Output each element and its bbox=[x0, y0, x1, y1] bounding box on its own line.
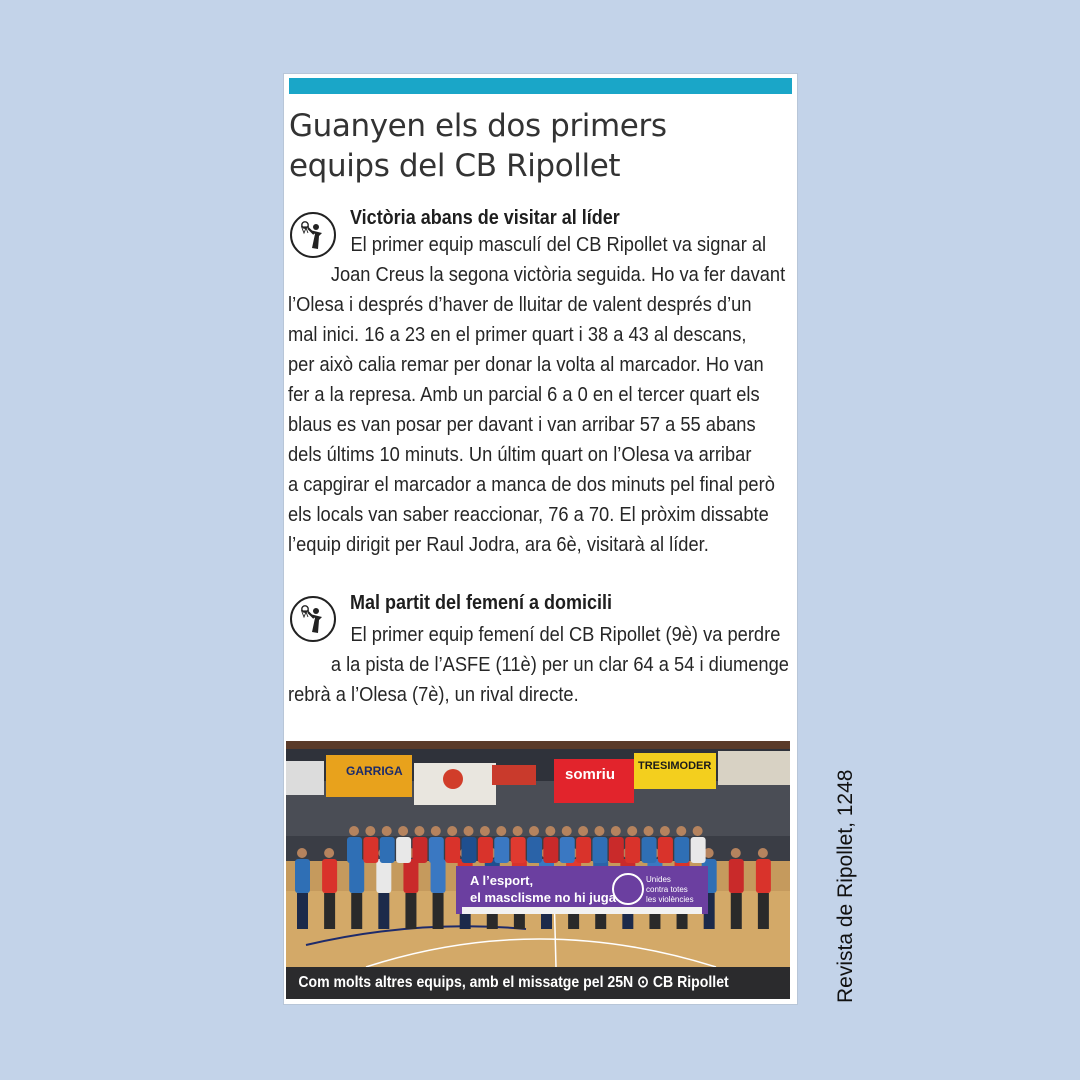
player-body bbox=[349, 859, 364, 893]
player-legs bbox=[297, 893, 308, 929]
player-head bbox=[693, 826, 703, 836]
player-body bbox=[445, 837, 460, 863]
player-body bbox=[609, 837, 624, 863]
player-body bbox=[729, 859, 744, 893]
body-line: per això calia remar per donar la volta al marcador. Ho van bbox=[288, 353, 764, 376]
headline bbox=[289, 106, 789, 186]
player-legs bbox=[324, 893, 335, 929]
player-body bbox=[674, 837, 689, 863]
player-body bbox=[376, 859, 391, 893]
player-head bbox=[349, 826, 359, 836]
photo-caption-text: Com molts altres equips, amb el missatge pel 25N ⊙ CB Ripollet bbox=[298, 974, 729, 991]
player-body bbox=[412, 837, 427, 863]
player-head bbox=[431, 826, 441, 836]
player-head bbox=[611, 826, 621, 836]
banner-text-line-1: A l’esport, bbox=[470, 873, 534, 888]
sponsor-garriga-text: GARRIGA bbox=[346, 764, 403, 778]
banner-right-line-1: Unides bbox=[646, 875, 671, 884]
player-legs bbox=[405, 893, 416, 929]
player-body bbox=[592, 837, 607, 863]
player-head bbox=[578, 826, 588, 836]
banner-right-line-2: contra totes bbox=[646, 885, 688, 894]
photo-caption bbox=[286, 967, 790, 999]
player-legs bbox=[378, 893, 389, 929]
player-legs bbox=[351, 893, 362, 929]
accent-bar bbox=[289, 78, 792, 94]
player-body bbox=[642, 837, 657, 863]
section-1-body bbox=[288, 230, 788, 560]
banner-text-line-2: el masclisme no hi juga bbox=[470, 890, 616, 905]
body-line: fer a la represa. Amb un parcial 6 a 0 en el tercer quart els bbox=[288, 383, 760, 406]
body-line: mal inici. 16 a 23 en el primer quart i 38 a 43 al descans, bbox=[288, 323, 747, 346]
player-body bbox=[295, 859, 310, 893]
player-head bbox=[594, 826, 604, 836]
player-head bbox=[660, 826, 670, 836]
player-head bbox=[398, 826, 408, 836]
body-line: a capgirar el marcador a manca de dos minuts pel final però bbox=[288, 473, 775, 496]
body-line: El primer equip femení del CB Ripollet (9è) va perdre bbox=[350, 623, 781, 646]
player-body bbox=[560, 837, 575, 863]
body-line: l’Olesa i després d’haver de lluitar de valent després d’un bbox=[288, 293, 752, 316]
player-head bbox=[545, 826, 555, 836]
sponsor-somriu-text: somriu bbox=[565, 766, 616, 783]
player-head bbox=[758, 848, 768, 858]
player-body bbox=[478, 837, 493, 863]
player-head bbox=[496, 826, 506, 836]
player-body bbox=[363, 837, 378, 863]
player-body bbox=[494, 837, 509, 863]
newspaper-clipping bbox=[284, 74, 797, 1004]
player-head bbox=[627, 826, 637, 836]
player-body bbox=[431, 859, 446, 893]
body-line: a la pista de l’ASFE (11è) per un clar 64 a 54 i diumenge bbox=[330, 653, 789, 676]
player-body bbox=[658, 837, 673, 863]
headline-line-1: Guanyen els dos primers bbox=[289, 108, 667, 144]
body-line: els locals van saber reaccionar, 76 a 70. El pròxim dissabte bbox=[288, 503, 769, 526]
banner-right-line-3: les violències bbox=[646, 895, 694, 904]
body-line: Joan Creus la segona victòria seguida. Ho va fer davant bbox=[330, 263, 786, 286]
section-2-title: Mal partit del femení a domicili bbox=[350, 592, 613, 614]
player-body bbox=[380, 837, 395, 863]
player-head bbox=[447, 826, 457, 836]
player-body bbox=[429, 837, 444, 863]
player-body bbox=[462, 837, 477, 863]
player-body bbox=[347, 837, 362, 863]
body-line: El primer equip masculí del CB Ripollet va signar al bbox=[350, 233, 767, 256]
player-body bbox=[543, 837, 558, 863]
player-head bbox=[513, 826, 523, 836]
body-line: rebrà a l’Olesa (7è), un rival directe. bbox=[288, 683, 579, 706]
source-credit: Revista de Ripollet, 1248 bbox=[834, 769, 857, 1003]
player-head bbox=[324, 848, 334, 858]
player-head bbox=[731, 848, 741, 858]
player-body bbox=[396, 837, 411, 863]
body-line: l’equip dirigit per Raul Jodra, ara 6è, visitarà al líder. bbox=[288, 533, 709, 556]
player-body bbox=[756, 859, 771, 893]
player-body bbox=[576, 837, 591, 863]
player-legs bbox=[433, 893, 444, 929]
player-head bbox=[464, 826, 474, 836]
player-body bbox=[691, 837, 706, 863]
player-head bbox=[480, 826, 490, 836]
player-head bbox=[365, 826, 375, 836]
team-photo bbox=[286, 741, 790, 967]
player-head bbox=[676, 826, 686, 836]
player-head bbox=[414, 826, 424, 836]
player-head bbox=[529, 826, 539, 836]
player-head bbox=[382, 826, 392, 836]
player-legs bbox=[758, 893, 769, 929]
sponsor-tresimoder-text: TRESIMODER bbox=[638, 760, 712, 772]
player-legs bbox=[731, 893, 742, 929]
player-body bbox=[625, 837, 640, 863]
player-head bbox=[562, 826, 572, 836]
section-1-title: Victòria abans de visitar al líder bbox=[350, 207, 620, 229]
section-2-body bbox=[288, 620, 788, 710]
body-line: dels últims 10 minuts. Un últim quart on l’Olesa va arribar bbox=[288, 443, 752, 466]
headline-line-2: equips del CB Ripollet bbox=[289, 148, 621, 184]
player-body bbox=[527, 837, 542, 863]
player-body bbox=[511, 837, 526, 863]
player-body bbox=[322, 859, 337, 893]
body-line: blaus es van posar per davant i van arribar 57 a 55 abans bbox=[288, 413, 756, 436]
player-body bbox=[403, 859, 418, 893]
player-head bbox=[297, 848, 307, 858]
player-head bbox=[644, 826, 654, 836]
